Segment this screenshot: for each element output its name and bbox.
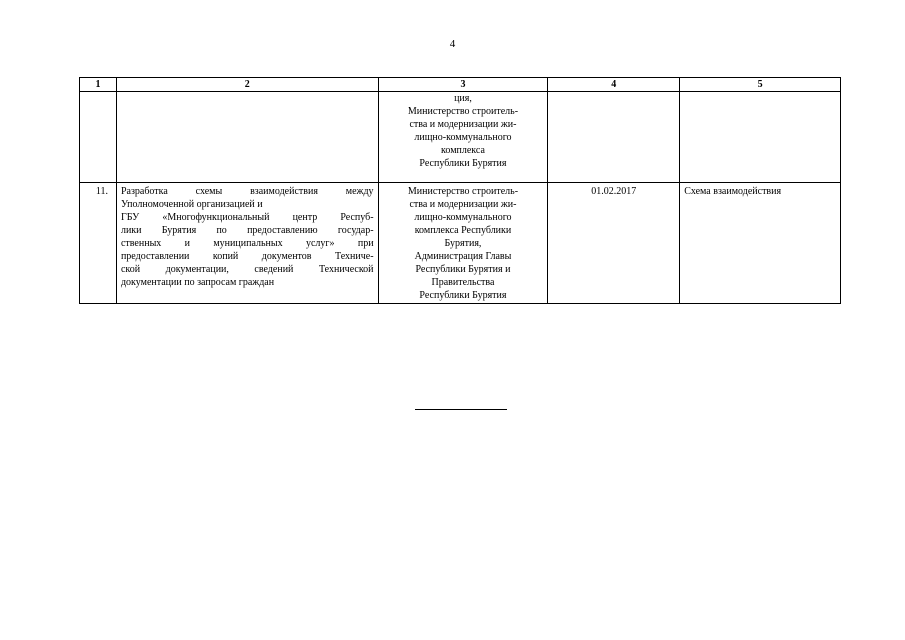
end-of-document-rule xyxy=(415,409,507,410)
executor-line: лищно-коммунального xyxy=(414,132,512,143)
header-col-2: 2 xyxy=(116,78,378,92)
executor-line: Администрация Главы xyxy=(414,251,512,262)
cell-result xyxy=(680,92,841,183)
task-line: ГБУ «Многофункциональный центр Респуб- xyxy=(120,212,374,223)
executor-line: комплекса xyxy=(441,145,485,156)
plan-table xyxy=(79,77,841,304)
cell-number xyxy=(80,92,117,183)
cell-result: Схема взаимодействия xyxy=(680,183,841,304)
executor-line: Республики Бурятия xyxy=(419,158,507,169)
task-line: Уполномоченной организацией и xyxy=(120,199,263,210)
cell-deadline: 01.02.2017 xyxy=(548,183,680,304)
executor-line: Бурятия, xyxy=(444,238,482,249)
table-row-continuation xyxy=(80,92,841,183)
executor-line: Министерство строитель- xyxy=(407,186,519,197)
executor-line: лищно-коммунального xyxy=(414,212,512,223)
task-line: лики Бурятия по предоставлению государ- xyxy=(120,225,374,236)
executor-line: Правительства xyxy=(431,277,495,288)
page-number: 4 xyxy=(449,38,456,50)
task-line: ской документации, сведений Технической xyxy=(120,264,374,275)
header-col-3: 3 xyxy=(378,78,548,92)
cell-task xyxy=(116,92,378,183)
cell-deadline xyxy=(548,92,680,183)
task-line: Разработка схемы взаимодействия между xyxy=(120,186,374,197)
header-col-4: 4 xyxy=(548,78,680,92)
cell-executor xyxy=(378,183,548,304)
header-col-5: 5 xyxy=(680,78,841,92)
header-col-1: 1 xyxy=(80,78,117,92)
task-line: предоставлении копий документов Техниче- xyxy=(120,251,374,262)
cell-executor xyxy=(378,92,548,183)
executor-line: комплекса Республики xyxy=(414,225,512,236)
executor-line: Республики Бурятия и xyxy=(415,264,511,275)
table-header-row xyxy=(80,78,841,92)
executor-line: Республики Бурятия xyxy=(419,290,507,301)
executor-line: ция, xyxy=(454,93,472,104)
executor-line: ства и модернизации жи- xyxy=(409,199,517,210)
task-line: документации по запросам граждан xyxy=(120,277,275,288)
executor-line: Министерство строитель- xyxy=(407,106,519,117)
cell-task xyxy=(116,183,378,304)
cell-number: 11. xyxy=(80,183,117,304)
table-row-11 xyxy=(80,183,841,304)
executor-line: ства и модернизации жи- xyxy=(409,119,517,130)
task-line: ственных и муниципальных услуг» при xyxy=(120,238,374,249)
